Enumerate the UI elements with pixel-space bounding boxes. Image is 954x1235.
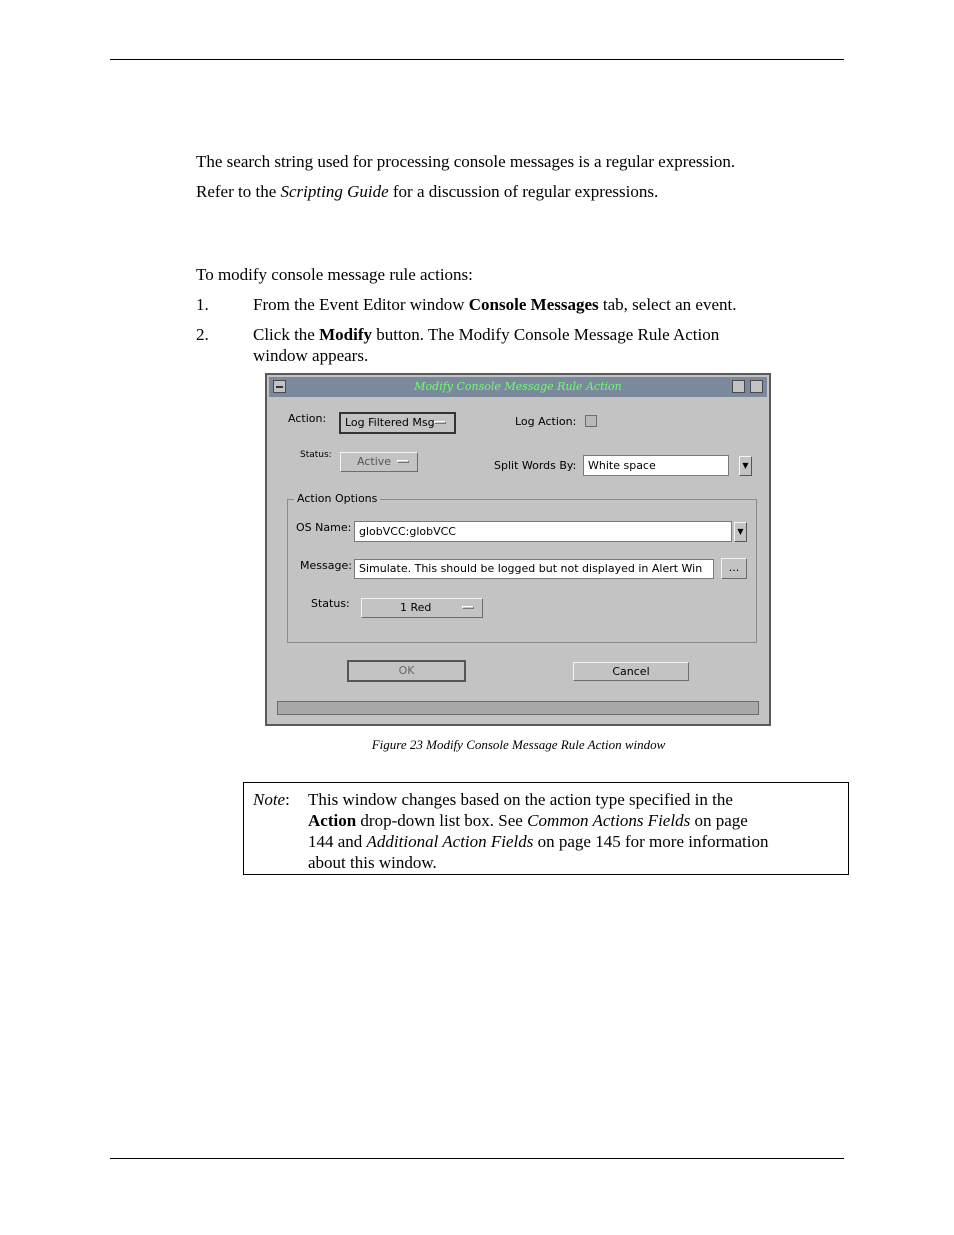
modify-term: Modify bbox=[319, 325, 372, 344]
action-dropdown[interactable] bbox=[339, 412, 456, 434]
os-name-dropdown-button[interactable]: ▼ bbox=[734, 522, 747, 542]
paragraph-scripting-guide bbox=[196, 181, 658, 202]
status-dropdown[interactable] bbox=[340, 452, 418, 472]
figure-caption: Figure 23 Modify Console Message Rule Action window bbox=[371, 737, 666, 752]
paragraph-regex: The search string used for processing console messages is a regular expression. bbox=[196, 152, 736, 171]
step-number: 1. bbox=[196, 295, 209, 314]
step-number: 2. bbox=[196, 325, 209, 344]
text: From the Event Editor window bbox=[253, 295, 469, 314]
console-messages-term: Console Messages bbox=[468, 295, 599, 314]
text: Click the bbox=[253, 325, 320, 344]
status-value: Active bbox=[357, 455, 392, 468]
text: on page 145 for more information bbox=[533, 832, 769, 851]
scripting-guide-ref: Scripting Guide bbox=[280, 182, 389, 201]
group-title: Action Options bbox=[294, 492, 380, 505]
dropdown-grip-icon bbox=[434, 421, 446, 424]
text: Refer to the bbox=[196, 182, 281, 201]
header-rule bbox=[110, 59, 844, 60]
text: This window changes based on the action type specified in the bbox=[308, 790, 733, 809]
text: about this window. bbox=[308, 853, 437, 872]
text: for a discussion of regular expressions. bbox=[388, 182, 659, 201]
text: tab, select an event. bbox=[598, 295, 737, 314]
options-status-dropdown[interactable] bbox=[361, 598, 483, 618]
dialog-title: Modify Console Message Rule Action bbox=[414, 380, 622, 393]
note-word: Note bbox=[253, 790, 286, 809]
action-value: Log Filtered Msg bbox=[345, 416, 435, 429]
step-text bbox=[253, 324, 719, 345]
title-bar[interactable] bbox=[269, 377, 767, 397]
maximize-icon[interactable] bbox=[750, 380, 763, 393]
cancel-button[interactable]: Cancel bbox=[573, 662, 689, 681]
step-text bbox=[253, 294, 736, 315]
split-words-field[interactable]: White space bbox=[583, 455, 729, 476]
log-action-label: Log Action: bbox=[515, 415, 577, 428]
note-body bbox=[308, 789, 848, 873]
split-words-label: Split Words By: bbox=[494, 459, 577, 472]
text: button. The Modify Console Message Rule Action bbox=[372, 325, 720, 344]
minimize-icon[interactable] bbox=[732, 380, 745, 393]
message-field[interactable]: Simulate. This should be logged but not displayed in Alert Win bbox=[354, 559, 714, 579]
footer-rule bbox=[110, 1158, 844, 1159]
split-words-dropdown-button[interactable]: ▼ bbox=[739, 456, 752, 476]
status-label: Status: bbox=[300, 450, 332, 460]
text: 144 and bbox=[308, 832, 367, 851]
modify-rule-action-dialog bbox=[265, 373, 771, 726]
dropdown-grip-icon bbox=[397, 460, 409, 463]
note-label bbox=[253, 789, 290, 810]
additional-actions-ref: Additional Action Fields bbox=[366, 832, 534, 851]
action-term: Action bbox=[308, 811, 357, 830]
options-status-label: Status: bbox=[311, 597, 350, 610]
message-browse-button[interactable]: ... bbox=[721, 558, 747, 579]
message-label: Message: bbox=[300, 559, 352, 572]
dropdown-grip-icon bbox=[462, 606, 474, 609]
action-label: Action: bbox=[288, 412, 327, 425]
os-name-label: OS Name: bbox=[296, 521, 352, 534]
status-bar bbox=[277, 701, 759, 715]
note-box bbox=[243, 782, 849, 875]
text: drop-down list box. See bbox=[356, 811, 528, 830]
ok-button[interactable]: OK bbox=[347, 660, 466, 682]
common-actions-ref: Common Actions Fields bbox=[527, 811, 691, 830]
log-action-checkbox[interactable] bbox=[585, 415, 597, 427]
paragraph-intro: To modify console message rule actions: bbox=[196, 265, 473, 284]
note-colon: : bbox=[285, 790, 290, 809]
step-text-continued: window appears. bbox=[253, 346, 369, 365]
os-name-field[interactable]: globVCC:globVCC bbox=[354, 521, 732, 542]
options-status-value: 1 Red bbox=[400, 601, 432, 614]
text: on page bbox=[690, 811, 748, 830]
